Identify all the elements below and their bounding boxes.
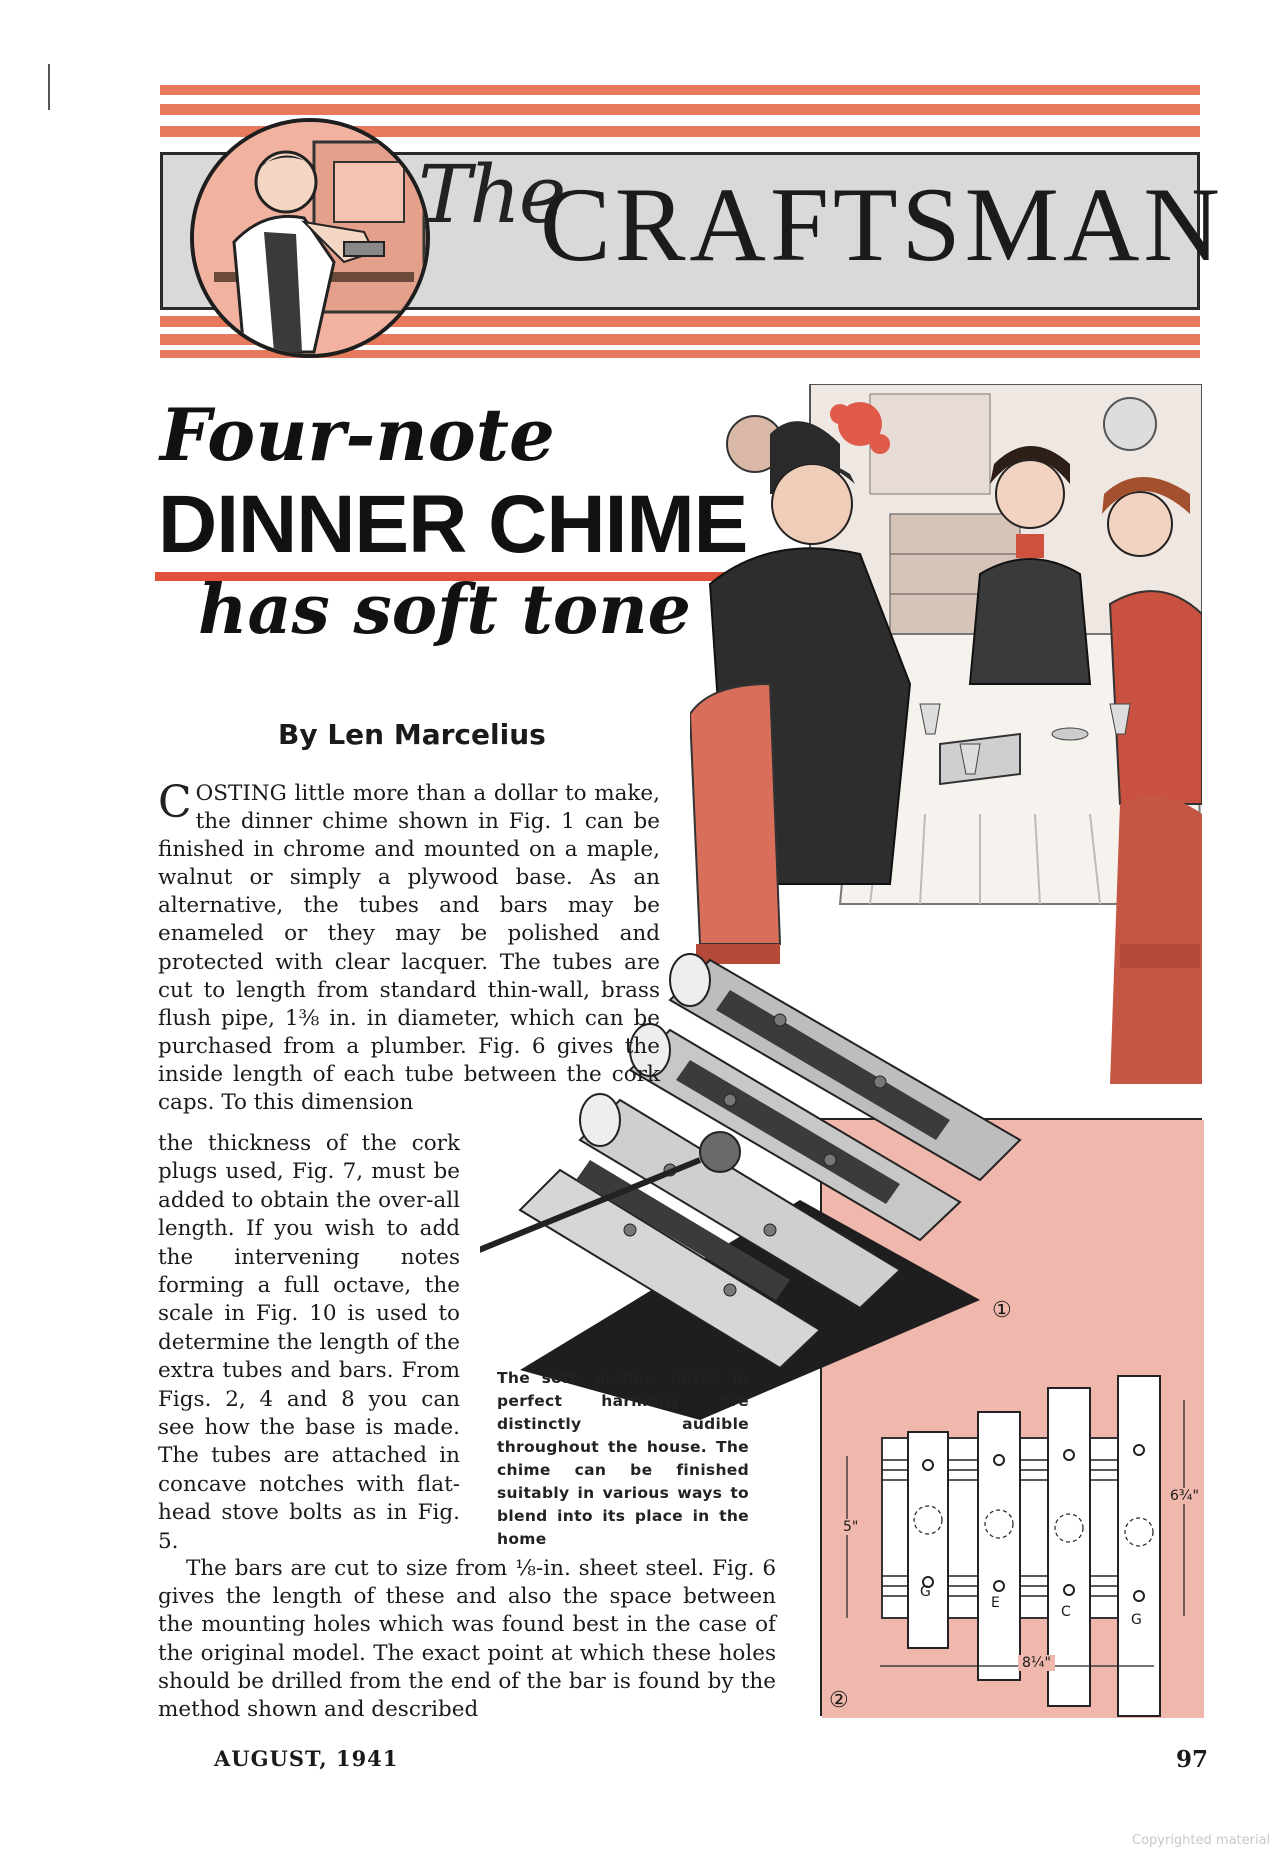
scan-edge-mark [48,64,50,110]
dimension-bottom: 8¼" [1018,1655,1055,1671]
paragraph-1-continued: the thickness of the cork plugs used, Fig. 7, must be added to obtain the over-all length. If you wish to add the intervening notes forming a full octave, the scale in Fig. 10 is used to determine the length of the extra tubes and bars. From Figs. 2, 4 and 8 you can see how the base is made. The tubes are attached in concave notches with flat-head stove bolts as in Fig. 5. [158,1131,460,1554]
dimension-right: 6¾" [1170,1488,1199,1504]
drop-cap: C [158,777,192,828]
figure-1-label: ① [992,1298,1012,1323]
article-body-wide [158,1555,776,1724]
article-body-column-narrow [158,1130,460,1556]
copyright-notice: Copyrighted material [1132,1833,1271,1848]
paragraph-2: The bars are cut to size from ⅛-in. sheet steel. Fig. 6 gives the length of these and also the space between the mounting holes which was found best in the case of the original model. The exact point at which these holes should be drilled from the end of the bar is found by the method shown and described [158,1556,776,1723]
dimension-left: 5" [843,1519,859,1535]
article-body-column-top [158,777,660,1117]
title-line-script-bottom: has soft tone [198,570,691,650]
photo-caption: The soft, mellow notes in perfect harmony are distinctly audible throughout the house. The chime can be finished suitably in various ways to blend into its place in the home [497,1369,749,1548]
page-number: 97 [1176,1746,1209,1773]
figure-2-label: ② [829,1688,849,1713]
masthead-title: CRAFTSMAN [540,166,1224,283]
note-label-g1: G [920,1584,931,1600]
paragraph-1-lead-text: OSTING little more than a dollar to make, the dinner chime shown in Fig. 1 can be finished in chrome and mounted on a maple, walnut or simply a plywood base. As an alternative, the tubes and bars may be enameled or they may be polished and protected with clear lacquer. The tubes are cut to length from standard thin-wall, brass flush pipe, 1⅜ in. in diameter, which can be purchased from a plumber. Fig. 6 gives the inside length of each tube between the cork caps. To this dimension [158,781,660,1116]
byline: By Len Marcelius [278,718,546,751]
craftsman-badge-illustration [190,118,430,358]
banner-stripe [160,104,1200,115]
note-label-g2: G [1131,1612,1142,1628]
masthead-the: The [418,148,565,241]
title-line-script-top: Four-note [160,392,555,477]
banner-stripe [160,85,1200,95]
issue-date: AUGUST, 1941 [214,1746,399,1771]
paragraph-1-lead [158,777,660,1117]
title-line-main: DINNER CHIME [158,479,748,570]
note-label-c: C [1061,1604,1071,1620]
note-label-e: E [991,1595,1000,1611]
